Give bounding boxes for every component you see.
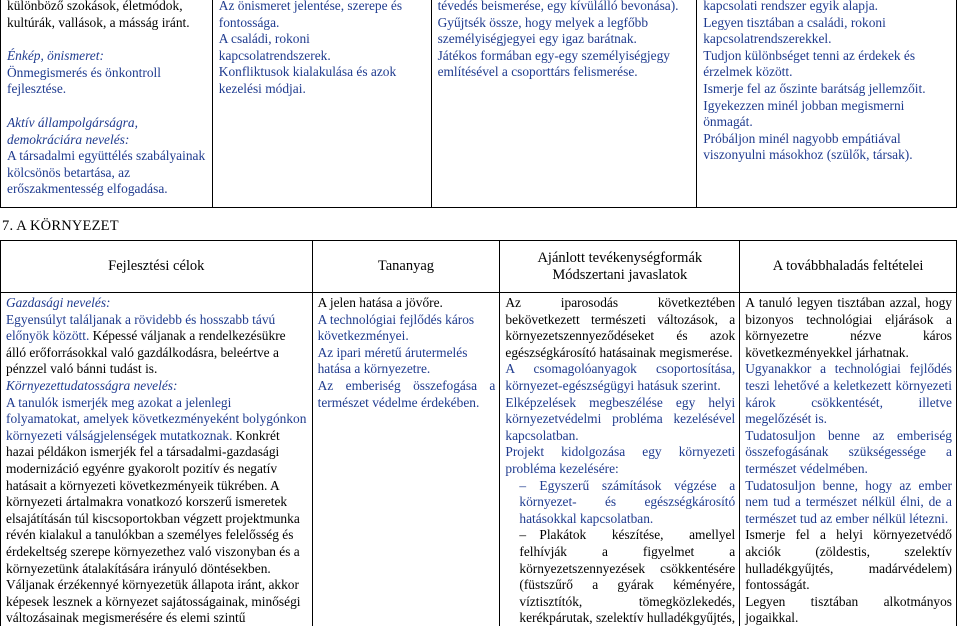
activities-list [505, 478, 735, 626]
activities-paragraph: Projekt kidolgozása egy környezeti probléma kezelésére: [505, 444, 736, 476]
header-activities: Ajánlott tevékenységformák Módszertani javaslatok [500, 241, 740, 293]
requirements-cell [740, 293, 957, 626]
curriculum-item: A jelen hatása a jövőre. [317, 295, 443, 310]
curriculum-item: A technológiai fejlődés káros következményei. [317, 311, 475, 344]
curriculum-item: Az emberiség összefogása a természet védelme érdekében. [317, 377, 496, 410]
previous-section-table [0, 0, 957, 208]
goals-text: Konkrét hazai példákon ismerjék fel a társadalmi-gazdasági modernizáció egyénre gyakorolt pozitív és negatív hatásait a környezeti következményeik tükrében. [6, 427, 280, 493]
goals-text: Egyensúlyt találjanak a rövidebb és hosszabb távú előnyök között. [6, 311, 276, 344]
requirements-item: Tudatosuljon benne az emberiség összefogásának szükségessége a természet védelmében. [745, 427, 952, 476]
top-requirements-item: Legyen tisztában a családi, rokoni kapcsolatrendszerekkel. [703, 14, 886, 47]
top-activities-item: Gyűjtsék össze, hogy melyek a legfőbb személyiségjegyei egy igaz barátnak. [437, 14, 649, 47]
environment-table [0, 240, 957, 626]
top-requirements-item: Tudjon különbséget tenni az érdekek és érzelmek között. [703, 47, 916, 80]
activities-paragraph: Az iparosodás következtében bekövetkezett természeti változások, a környezetszennyeződéseket és azok egészségkárosító hatásainak megismerése. [505, 295, 736, 360]
top-requirements-item: Próbáljon minél nagyobb empátiával viszonyulni másokhoz (szülők, társak). [703, 130, 913, 163]
activities-cell [500, 293, 740, 626]
requirements-item: A tanuló legyen tisztában azzal, hogy bizonyos technológiai eljárások a környezetre nézve káros következményekkel járhatnak. [745, 295, 952, 360]
top-goals-text-coexistence: A társadalmi együttélés szabályainak kölcsönös betartása, az erőszakmentesség elfogadása. [7, 148, 206, 197]
activities-list-text: Plakátok készítése, amellyel felhívják a figyelmet a környezetszennyezések csökkentésére (füstszűrő a gyárak kéményére, víztisztítók, tömegközlekedés, kerékpárutak, szelektív hulladékgyűjtés, [519, 527, 736, 626]
top-goals-text-0: különböző szokások, életmódok, kultúrák, vallások, a másság iránt. [7, 0, 190, 30]
dash-bullet: – [519, 477, 527, 493]
top-requirements-item: Ismerje fel az őszinte barátság jellemzőit. [703, 80, 926, 96]
header-goals: Fejlesztési célok [1, 241, 313, 293]
requirements-item: Ugyanakkor a technológiai fejlődés teszi lehetővé a keletkezett környezeti károk csökkentését, illetve megelőzését is. [745, 361, 952, 427]
goals-cell [1, 293, 313, 626]
top-goals-cell [1, 0, 213, 208]
goals-text: Váljanak érzékennyé környezetük állapota iránt, akkor képesek lesznek a környezet sajátosságainak, minőségi változásainak megismerésére és elemi szintű [6, 577, 301, 626]
activities-list-text: Egyszerű számítások végzése a környezet- és egészségkárosító hatásokkal kapcsolatban. [519, 477, 736, 526]
requirements-item: Ismerje fel a helyi környezetvédő akciók (zöldestis, szelektív hulladékgyűjtés, madárvédelem) fontosságát. [745, 527, 952, 593]
top-activities-cell [431, 0, 697, 208]
goals-text: A tanulók ismerjék meg azokat a jelenlegi folyamatokat, amelyek következményeként bolygónkon környezeti válságjelenségek mutatkoznak. [6, 394, 307, 443]
section-title: 7. A KÖRNYEZET [2, 218, 119, 234]
requirements-item: Tudatosuljon benne, hogy az ember nem tud a természet nélkül élni, de a természet tud az ember nélkül létezni. [745, 477, 952, 526]
curriculum-cell [312, 293, 500, 626]
activities-paragraph: A csomagolóanyagok csoportosítása, környezet-egészségügyi hatásuk szerint. [505, 361, 736, 393]
header-requirements: A továbbhaladás feltételei [740, 241, 957, 293]
top-goals-text-selfknowledge: Önmegismerés és önkontroll fejlesztése. [7, 64, 161, 97]
top-activities-item: Játékos formában egy-egy személyiségjegy említésével a csoporttárs felismerése. [437, 47, 670, 80]
top-curriculum-item: A családi, rokoni kapcsolatrendszerek. [218, 31, 331, 63]
requirements-item: Legyen tisztában alkotmányos jogaikkal. [745, 593, 952, 626]
top-curriculum-item: Az önismeret jelentése, szerepe és fontossága. [218, 0, 403, 30]
top-goals-heading-selfimage: Énkép, önismeret: [7, 48, 104, 64]
top-requirements-cell [697, 0, 957, 208]
top-curriculum-cell [212, 0, 431, 208]
goals-heading-economic: Gazdasági nevelés: [6, 295, 111, 310]
goals-heading-environment: Környezettudatosságra nevelés: [6, 377, 178, 393]
top-requirements-item: kapcsolati rendszer egyik alapja. [703, 0, 878, 13]
top-goals-heading-citizenship: Aktív állampolgárságra, demokráciára nevelés: [7, 114, 138, 147]
activities-paragraph: Elképzelések megbeszélése egy helyi környezetvédelmi probléma kezelésével kapcsolatban. [505, 394, 736, 443]
top-activities-item: tévedés beismerése, egy kívülálló bevonása). [437, 0, 679, 13]
goals-text: A környezeti ártalmakra vonatkozó korszerű ismeretek elsajátításán túl kiscsoportokban végzett projektmunka révén kialakul a tanulókban a személyes felelősség és érdekeltség szerepe környezethez való viszonyban és a környezetünk átalakítására irányuló döntésekben. [6, 477, 300, 576]
activities-list-item [519, 478, 735, 528]
goals-text: Képessé váljanak a rendelkezésükre álló erőforrásokkal való gazdálkodásra, beleértve a pénzzel való bánni tudást is. [6, 328, 286, 377]
dash-bullet: – [519, 527, 527, 543]
top-curriculum-item: Konfliktusok kialakulása és azok kezelési módjai. [218, 64, 397, 96]
curriculum-item: Az ipari méretű árutermelés hatása a környezetre. [317, 344, 468, 377]
top-requirements-item: Igyekezzen minél jobban megismerni önmagát. [703, 97, 905, 130]
header-curriculum: Tananyag [312, 241, 500, 293]
activities-list-item [519, 527, 735, 626]
